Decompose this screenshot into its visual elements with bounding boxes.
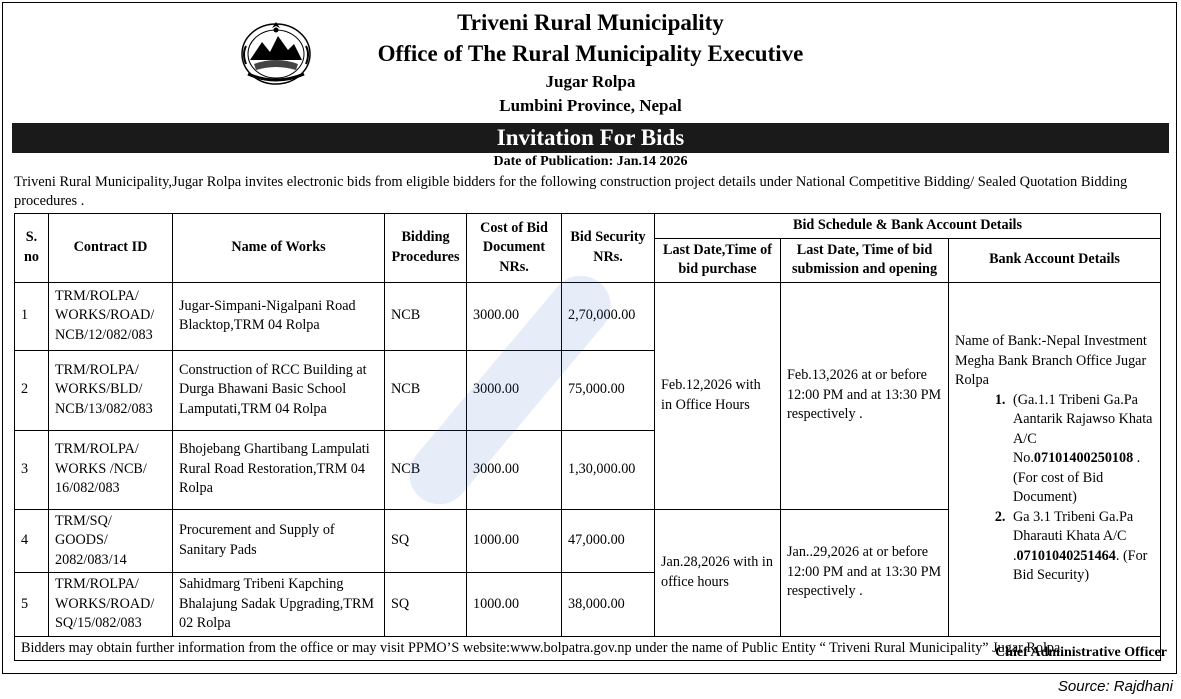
header-schedule-group: Bid Schedule & Bank Account Details bbox=[655, 214, 1161, 239]
header-last-submission: Last Date, Time of bid submission and opening bbox=[781, 238, 949, 282]
cell-procedure: NCB bbox=[385, 430, 467, 509]
cell-contract-id: TRM/ROLPA/ WORKS /NCB/ 16/082/083 bbox=[49, 430, 173, 509]
cell-name-of-works: Construction of RCC Building at Durga Bhawani Basic School Lamputati,TRM 04 Rolpa bbox=[173, 350, 385, 430]
cell-contract-id: TRM/SQ/ GOODS/ 2082/083/14 bbox=[49, 509, 173, 573]
cell-cost: 3000.00 bbox=[467, 350, 562, 430]
header-bid-security: Bid Security NRs. bbox=[562, 214, 655, 283]
cell-security: 38,000.00 bbox=[562, 573, 655, 637]
header-last-purchase: Last Date,Time of bid purchase bbox=[655, 238, 781, 282]
cell-ncb-submission: Feb.13,2026 at or before 12:00 PM and at 13:30 PM respectively . bbox=[781, 282, 949, 509]
cell-name-of-works: Bhojebang Ghartibang Lampulati Rural Road Restoration,TRM 04 Rolpa bbox=[173, 430, 385, 509]
org-name: Triveni Rural Municipality bbox=[457, 10, 724, 35]
bank-account-list bbox=[955, 391, 1154, 586]
header-sno: S. no bbox=[15, 214, 49, 283]
intro-paragraph: Triveni Rural Municipality,Jugar Rolpa invites electronic bids from eligible bidders for the following construction project details under National Competitive Bidding/ Sealed Quotation Bidding procedures . bbox=[14, 174, 1128, 209]
cell-security: 47,000.00 bbox=[562, 509, 655, 573]
bank-name: Name of Bank:-Nepal Investment Megha Bank Branch Office Jugar Rolpa bbox=[955, 333, 1147, 389]
cell-cost: 3000.00 bbox=[467, 282, 562, 350]
cell-cost: 3000.00 bbox=[467, 430, 562, 509]
cell-bank-details bbox=[949, 282, 1161, 636]
account-purpose: .(For cost of Bid Document) bbox=[1013, 450, 1141, 506]
cell-procedure: NCB bbox=[385, 282, 467, 350]
cell-sno: 4 bbox=[15, 509, 49, 573]
cell-sq-submission: Jan..29,2026 at or before 12:00 PM and at 13:30 PM respectively . bbox=[781, 509, 949, 636]
bids-table bbox=[14, 213, 1161, 661]
footer-note: Bidders may obtain further information from the office or may visit PPMO’S website:www.bolpatra.gov.np under the name of Public Entity “ Triveni Rural Municipality” Jugar Rolpa bbox=[15, 636, 1161, 661]
location: Jugar Rolpa bbox=[545, 72, 636, 91]
bank-account-item bbox=[1009, 391, 1154, 508]
cell-cost: 1000.00 bbox=[467, 509, 562, 573]
cell-security: 2,70,000.00 bbox=[562, 282, 655, 350]
office-name: Office of The Rural Municipality Executive bbox=[377, 41, 804, 66]
header-contract-id: Contract ID bbox=[49, 214, 173, 283]
header-name-of-works: Name of Works bbox=[173, 214, 385, 283]
province: Lumbini Province, Nepal bbox=[499, 96, 682, 115]
cell-procedure: SQ bbox=[385, 573, 467, 637]
account-number: 07101400250108 bbox=[1033, 450, 1134, 467]
cell-security: 75,000.00 bbox=[562, 350, 655, 430]
bank-account-item bbox=[1009, 508, 1154, 586]
table-row bbox=[15, 282, 1161, 350]
cell-name-of-works: Sahidmarg Tribeni Kapching Bhalajung Sadak Upgrading,TRM 02 Rolpa bbox=[173, 573, 385, 637]
account-purpose: . (For Bid Security) bbox=[1013, 547, 1148, 584]
cell-sq-purchase: Jan.28,2026 with in office hours bbox=[655, 509, 781, 636]
cell-ncb-purchase: Feb.12,2026 with in Office Hours bbox=[655, 282, 781, 509]
cell-sno: 1 bbox=[15, 282, 49, 350]
cell-cost: 1000.00 bbox=[467, 573, 562, 637]
account-label: (Ga.1.1 Tribeni Ga.Pa Aantarik Rajawso Khata A/C No. bbox=[1013, 391, 1153, 467]
header-bidding-procedures: Bidding Procedures bbox=[385, 214, 467, 283]
cell-contract-id: TRM/ROLPA/ WORKS/BLD/ NCB/13/082/083 bbox=[49, 350, 173, 430]
signature: Chief Administrative Officer bbox=[995, 645, 1167, 660]
cell-procedure: SQ bbox=[385, 509, 467, 573]
cell-sno: 2 bbox=[15, 350, 49, 430]
cell-sno: 5 bbox=[15, 573, 49, 637]
source-credit: Source: Rajdhani bbox=[1057, 678, 1173, 695]
account-label: Ga 3.1 Tribeni Ga.Pa Dharauti Khata A/C . bbox=[1013, 508, 1134, 564]
cell-contract-id: TRM/ROLPA/ WORKS/ROAD/ SQ/15/082/083 bbox=[49, 573, 173, 637]
cell-procedure: NCB bbox=[385, 350, 467, 430]
account-number: 07101040251464 bbox=[1016, 547, 1116, 564]
cell-name-of-works: Jugar-Simpani-Nigalpani Road Blacktop,TRM 04 Rolpa bbox=[173, 282, 385, 350]
publication-date: Date of Publication: Jan.14 2026 bbox=[493, 154, 688, 169]
header-cost-of-bid: Cost of Bid Document NRs. bbox=[467, 214, 562, 283]
cell-contract-id: TRM/ROLPA/ WORKS/ROAD/ NCB/12/082/083 bbox=[49, 282, 173, 350]
title-banner: Invitation For Bids bbox=[12, 123, 1169, 153]
cell-sno: 3 bbox=[15, 430, 49, 509]
header-bank-details: Bank Account Details bbox=[949, 238, 1161, 282]
cell-name-of-works: Procurement and Supply of Sanitary Pads bbox=[173, 509, 385, 573]
cell-security: 1,30,000.00 bbox=[562, 430, 655, 509]
